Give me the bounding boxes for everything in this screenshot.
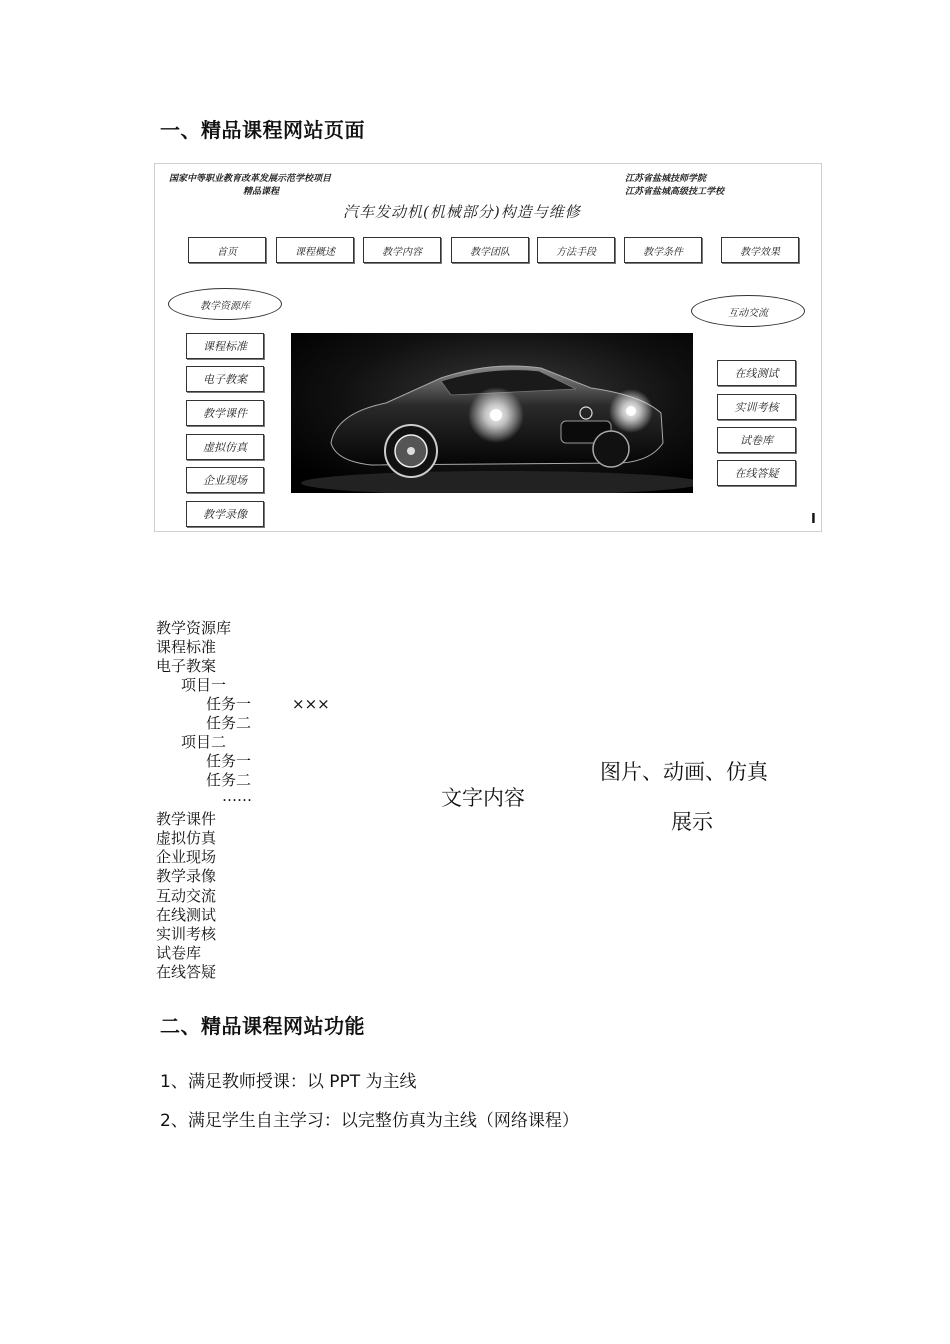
mockup-nav-overview[interactable]: 课程概述: [276, 237, 354, 263]
mockup-left-menu-courseware[interactable]: 教学课件: [186, 400, 264, 426]
outline-project-1-task-2: 任务二: [206, 714, 252, 732]
outline-courseware: 教学课件: [156, 810, 217, 828]
mockup-left-menu-plan[interactable]: 电子教案: [186, 366, 264, 392]
section-1-title: 一、精品课程网站页面: [160, 118, 365, 142]
mockup-header-left-line1: 国家中等职业教育改革发展示范学校项目: [169, 174, 332, 184]
mockup-header-right-line2: 江苏省盐城高级技工学校: [625, 187, 725, 197]
mockup-left-menu-standard[interactable]: 课程标准: [186, 333, 264, 359]
website-mockup: [154, 163, 822, 532]
media-label-line-2: 展示: [671, 810, 713, 834]
outline-online-test: 在线测试: [156, 906, 217, 924]
mockup-nav-results[interactable]: 教学效果: [721, 237, 799, 263]
mockup-course-title: 汽车发动机(机械部分)构造与维修: [343, 203, 581, 221]
media-label-line-1: 图片、动画、仿真: [600, 760, 768, 784]
outline-project-2: 项目二: [181, 733, 227, 751]
mockup-left-menu-simulation[interactable]: 虚拟仿真: [186, 434, 264, 460]
mockup-right-menu-qa[interactable]: 在线答疑: [717, 460, 796, 486]
outline-xxx: ×××: [292, 695, 330, 713]
outline-enterprise-site: 企业现场: [156, 848, 217, 866]
mockup-resource-oval[interactable]: 教学资源库: [168, 288, 282, 320]
function-item-2: 2、满足学生自主学习：以完整仿真为主线（网络课程）: [160, 1111, 579, 1131]
outline-training-assessment: 实训考核: [156, 925, 217, 943]
function-item-1: 1、满足教师授课：以 PPT 为主线: [160, 1072, 417, 1092]
mockup-cursor-mark: I: [811, 512, 816, 527]
outline-project-1: 项目一: [181, 676, 227, 694]
car-photo: [291, 333, 693, 493]
outline-resource-library: 教学资源库: [156, 619, 232, 637]
outline-course-standard: 课程标准: [156, 638, 217, 656]
outline-online-qa: 在线答疑: [156, 963, 217, 981]
outline-exam-bank: 试卷库: [156, 944, 202, 962]
mockup-right-menu-online-test[interactable]: 在线测试: [717, 360, 796, 386]
text-content-label: 文字内容: [441, 786, 525, 810]
mockup-nav-content[interactable]: 教学内容: [363, 237, 441, 263]
outline-project-2-task-2: 任务二: [206, 771, 252, 789]
mockup-left-menu-enterprise[interactable]: 企业现场: [186, 467, 264, 493]
mockup-right-menu-training[interactable]: 实训考核: [717, 394, 796, 420]
section-2-title: 二、精品课程网站功能: [160, 1014, 365, 1038]
outline-ellipsis: ……: [222, 787, 252, 805]
car-illustration: [291, 333, 693, 493]
outline-project-2-task-1: 任务一: [206, 752, 252, 770]
outline-electronic-plan: 电子教案: [156, 657, 217, 675]
outline-teaching-video: 教学录像: [156, 867, 217, 885]
outline-project-1-task-1: 任务一: [206, 695, 252, 713]
mockup-header-right-line1: 江苏省盐城技师学院: [625, 174, 707, 184]
mockup-left-menu-video[interactable]: 教学录像: [186, 501, 264, 527]
outline-virtual-simulation: 虚拟仿真: [156, 829, 217, 847]
mockup-interaction-oval[interactable]: 互动交流: [691, 295, 805, 327]
mockup-nav-team[interactable]: 教学团队: [451, 237, 529, 263]
mockup-right-menu-exam-bank[interactable]: 试卷库: [717, 427, 796, 453]
mockup-nav-methods[interactable]: 方法手段: [537, 237, 615, 263]
mockup-header-left-line2: 精品课程: [243, 187, 280, 197]
outline-interaction: 互动交流: [156, 887, 217, 905]
mockup-nav-conditions[interactable]: 教学条件: [624, 237, 702, 263]
mockup-nav-home[interactable]: 首页: [188, 237, 266, 263]
